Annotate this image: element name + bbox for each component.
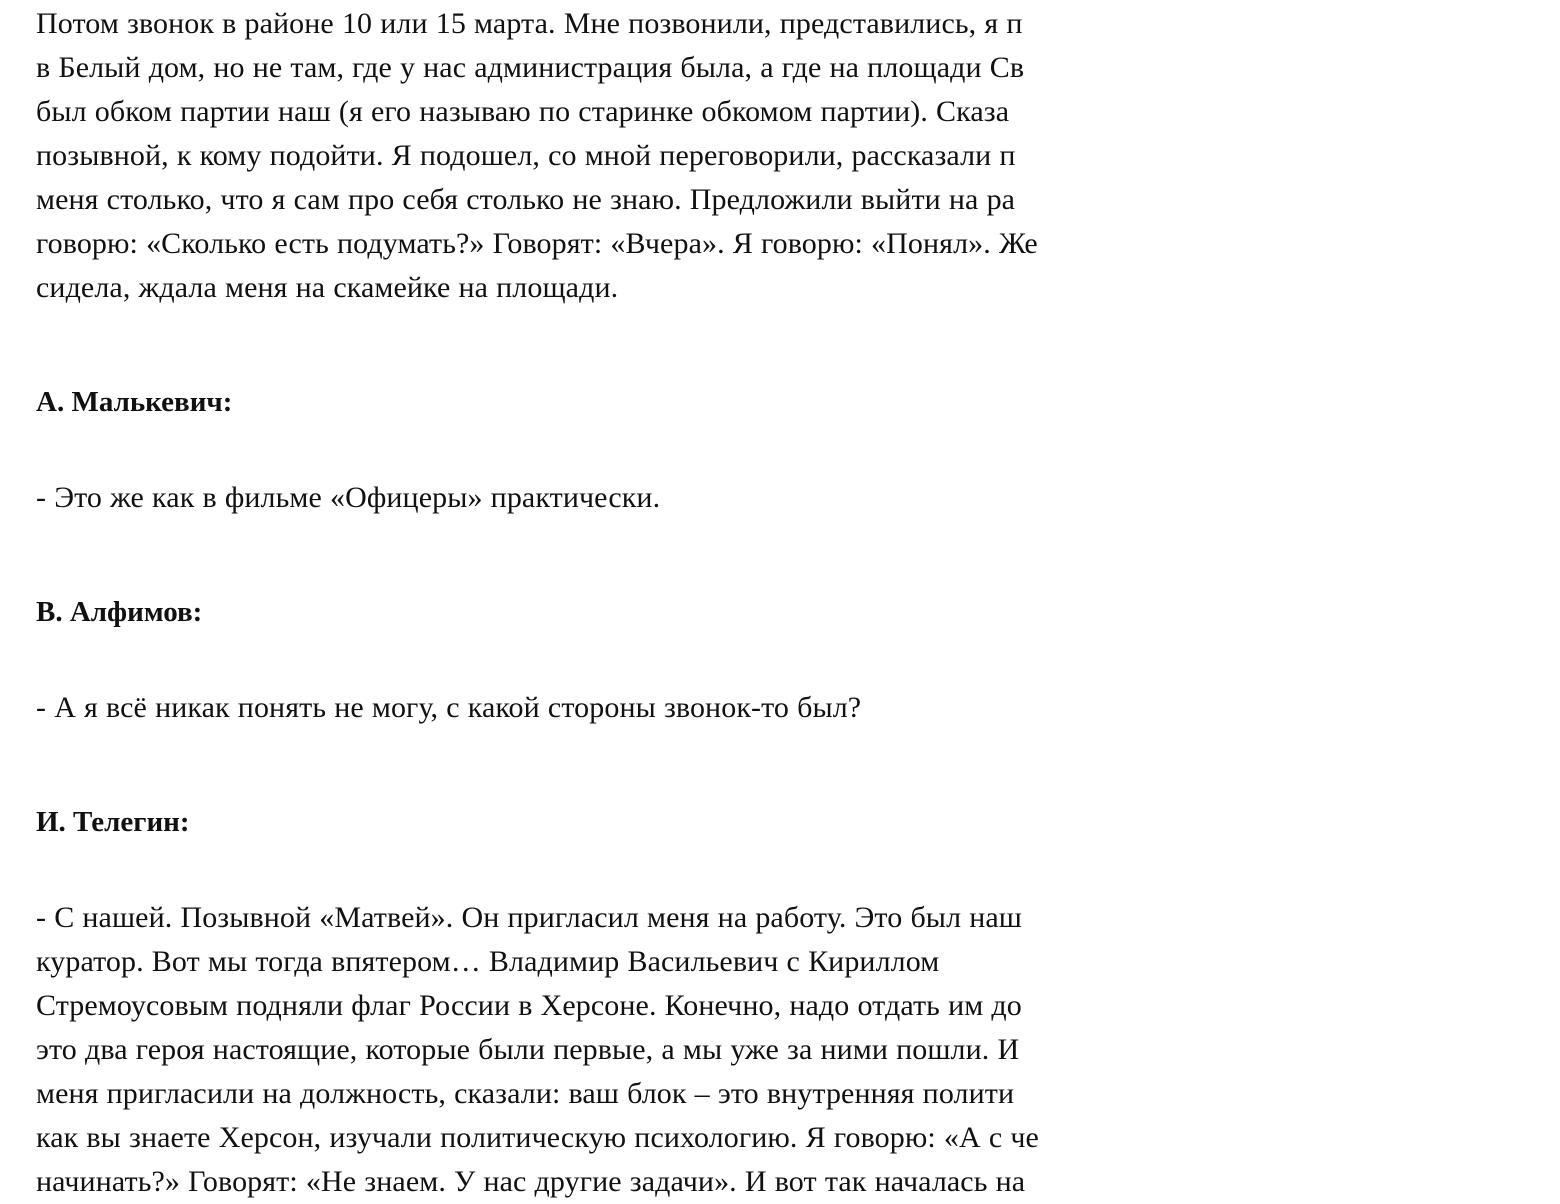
text-line: в Белый дом, но не там, где у нас администрация была, а где на площади Св	[36, 51, 1025, 84]
speaker-heading-telegin: И. Телегин:	[36, 806, 190, 838]
text-line: был обком партии наш (я его называю по старинке обкомом партии). Сказа	[36, 95, 1010, 128]
speaker-heading-alfimov: В. Алфимов:	[36, 596, 203, 628]
text-line: Потом звонок в районе 10 или 15 марта. Мне позвонили, представились, я п	[36, 7, 1023, 40]
text-line: Стремоусовым подняли флаг России в Херсоне. Конечно, надо отдать им до	[36, 989, 1022, 1022]
text-line: позывной, к кому подойти. Я подошел, со мной переговорили, рассказали п	[36, 139, 1016, 172]
text-line: - С нашей. Позывной «Матвей». Он пригласил меня на работу. Это был наш	[36, 901, 1023, 934]
text-line: - Это же как в фильме «Офицеры» практически.	[36, 481, 661, 514]
text-line: как вы знаете Херсон, изучали политическую психологию. Я говорю: «А с че	[36, 1121, 1039, 1154]
text-line: сидела, ждала меня на скамейке на площади.	[36, 271, 619, 304]
text-line: это два героя настоящие, которые были первые, а мы уже за ними пошли. И	[36, 1033, 1020, 1066]
text-line: меня столько, что я сам про себя столько не знаю. Предложили выйти на ра	[36, 183, 1016, 216]
paragraph-block	[36, 686, 1560, 730]
text-line: говорю: «Сколько есть подумать?» Говорят: «Вчера». Я говорю: «Понял». Же	[36, 227, 1038, 260]
text-line: меня пригласили на должность, сказали: ваш блок – это внутренняя полити	[36, 1077, 1015, 1110]
text-line: - А я всё никак понять не могу, с какой стороны звонок-то был?	[36, 691, 862, 724]
text-line: куратор. Вот мы тогда впятером… Владимир Васильевич с Кириллом	[36, 945, 940, 978]
paragraph-block	[36, 896, 1560, 1204]
text-line: начинать?» Говорят: «Не знаем. У нас другие задачи». И вот так началась на	[36, 1165, 1026, 1198]
paragraph-block	[36, 476, 1560, 520]
paragraph-block	[36, 2, 1560, 310]
speaker-heading-malkevich: А. Малькевич:	[36, 386, 233, 418]
